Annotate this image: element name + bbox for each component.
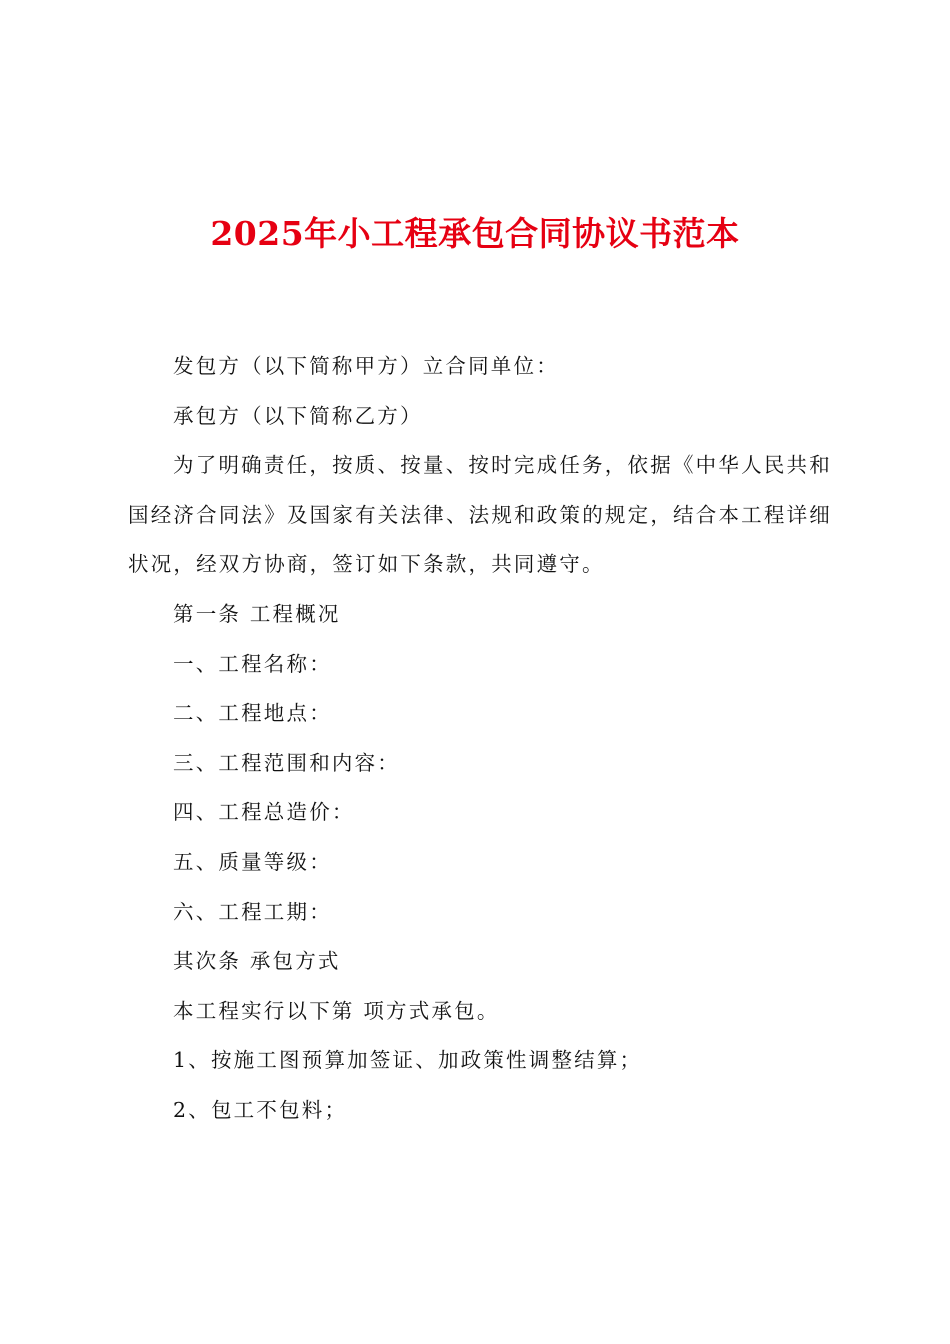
item-quality-grade: 五、质量等级： <box>173 849 332 874</box>
document-title: 2025年小工程承包合同协议书范本 <box>210 214 740 253</box>
list-item-method-2: 2、包工不包料； <box>173 1097 348 1122</box>
item-project-scope: 三、工程范围和内容： <box>173 750 400 775</box>
item-project-location: 二、工程地点： <box>173 701 332 726</box>
item-project-name: 一、工程名称： <box>173 651 332 676</box>
item-project-duration: 六、工程工期： <box>173 899 332 924</box>
document-body <box>128 342 832 1136</box>
article-1-heading: 第一条 工程概况 <box>173 601 341 626</box>
item-project-cost: 四、工程总造价： <box>173 800 355 825</box>
paragraph-preamble: 为了明确责任，按质、按量、按时完成任务，依据《中华人民共和国经济合同法》及国家有关法律、法规和政策的规定，结合本工程详细状况，经双方协商，签订如下条款，共同遵守。 <box>128 453 832 577</box>
paragraph-party-a: 发包方（以下简称甲方）立合同单位： <box>173 354 559 378</box>
list-item-method-1: 1、按施工图预算加签证、加政策性调整结算； <box>173 1048 643 1073</box>
paragraph-contract-method: 本工程实行以下第 项方式承包。 <box>173 998 500 1023</box>
article-2-heading: 其次条 承包方式 <box>173 949 341 974</box>
paragraph-party-b: 承包方（以下简称乙方） <box>173 403 423 428</box>
